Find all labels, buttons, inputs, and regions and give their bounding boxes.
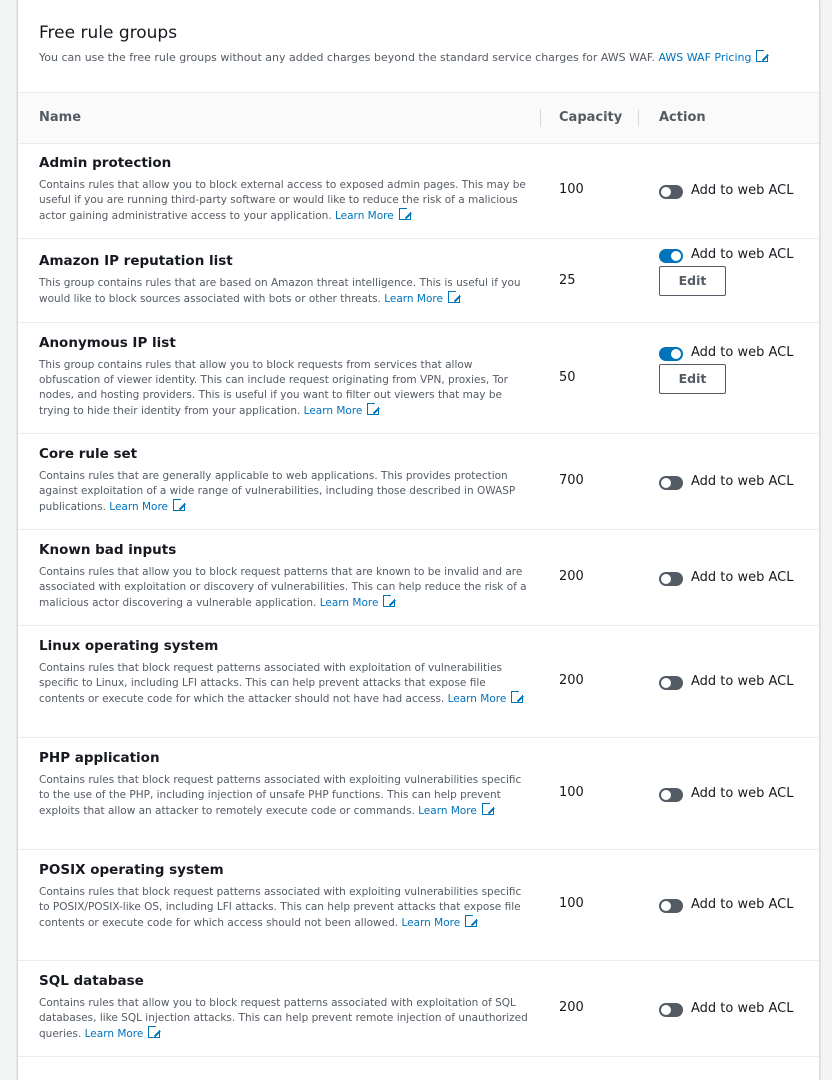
learn-more-label: Learn More xyxy=(401,917,461,929)
rule-group-name: SQL database xyxy=(39,973,144,989)
description-text: Contains rules that allow you to block external access to exposed admin pages. This may be useful if you are running third-party software or would like to reduce the risk of a malicious actor gaining administrative access to your application. xyxy=(39,179,526,222)
rule-group-capacity: 100 xyxy=(559,182,584,197)
add-to-web-acl-toggle[interactable] xyxy=(659,572,683,586)
add-to-web-acl-label: Add to web ACL xyxy=(691,474,794,489)
panel-subtitle xyxy=(39,50,768,64)
learn-more-link[interactable] xyxy=(320,597,396,609)
description-text: Contains rules that block request patterns associated with exploitation of vulnerabilities specific to Linux, including LFI attacks. This can help prevent attacks that expose file contents or execute code for which the attacker should not have had access. xyxy=(39,662,503,705)
description-text: Contains rules that block request patterns associated with exploiting vulnerabilities specific to POSIX/POSIX-like OS, including LFI attacks. This can help prevent attacks that expose file contents or execute code for which access should not been allowed. xyxy=(39,886,522,929)
table-row xyxy=(18,849,819,961)
rule-group-name: Linux operating system xyxy=(39,638,219,654)
rule-group-capacity: 200 xyxy=(559,673,584,688)
rule-group-description xyxy=(39,996,529,1042)
learn-more-link[interactable] xyxy=(304,405,380,417)
learn-more-label: Learn More xyxy=(109,501,169,513)
rule-group-description xyxy=(39,885,529,931)
learn-more-label: Learn More xyxy=(335,210,394,222)
rule-group-description xyxy=(39,565,529,611)
column-header-action[interactable]: Action xyxy=(659,110,706,125)
rule-group-capacity: 200 xyxy=(559,1000,584,1015)
rule-group-capacity: 100 xyxy=(559,785,584,800)
table-row xyxy=(18,625,819,738)
rule-group-capacity: 100 xyxy=(559,896,584,911)
learn-more-link[interactable] xyxy=(401,917,477,929)
add-to-web-acl-toggle[interactable] xyxy=(659,476,683,490)
rule-group-name: POSIX operating system xyxy=(39,862,224,878)
external-link-icon xyxy=(173,499,185,511)
external-link-icon xyxy=(511,691,523,703)
description-text: This group contains rules that allow you to block requests from services that allow obfuscation of viewer identity. This can include request originating from VPN, proxies, Tor nodes, and hosting providers. This is useful if you want to filter out viewers that may be trying to hide their identity from your application. xyxy=(39,359,508,417)
add-to-web-acl-label: Add to web ACL xyxy=(691,897,794,912)
rule-group-description xyxy=(39,469,529,515)
add-to-web-acl-label: Add to web ACL xyxy=(691,570,794,585)
add-to-web-acl-toggle[interactable] xyxy=(659,788,683,802)
add-to-web-acl-label: Add to web ACL xyxy=(691,674,794,689)
description-text: This group contains rules that are based on Amazon threat intelligence. This is useful if you would like to block sources associated with bots or other threats. xyxy=(39,277,521,305)
rule-group-name: Admin protection xyxy=(39,155,172,171)
column-header-capacity[interactable]: Capacity xyxy=(559,110,623,125)
learn-more-label: Learn More xyxy=(84,1028,144,1040)
external-link-icon xyxy=(399,208,411,220)
external-link-icon xyxy=(448,291,460,303)
description-text: Contains rules that allow you to block request patterns that are known to be invalid and are associated with exploitation or discovery of vulnerabilities. This can help reduce the risk of a malicious actor discovering a vulnerable application. xyxy=(39,566,527,609)
table-row xyxy=(18,529,819,626)
aws-waf-pricing-link[interactable] xyxy=(659,51,769,64)
rule-group-description xyxy=(39,773,529,819)
external-link-icon xyxy=(465,915,477,927)
learn-more-link[interactable] xyxy=(85,1028,161,1040)
rule-group-name: Anonymous IP list xyxy=(39,335,176,351)
subtitle-text: You can use the free rule groups without any added charges beyond the standard service charges for AWS WAF. xyxy=(39,51,655,64)
add-to-web-acl-toggle[interactable] xyxy=(659,1003,683,1017)
external-link-icon xyxy=(756,50,768,62)
table-row xyxy=(18,238,819,323)
learn-more-label: Learn More xyxy=(319,597,379,609)
table-row xyxy=(18,433,819,530)
rule-group-capacity: 200 xyxy=(559,569,584,584)
table-row xyxy=(18,322,819,434)
external-link-icon xyxy=(367,403,379,415)
rule-group-capacity: 25 xyxy=(559,273,576,288)
description-text: Contains rules that are generally applicable to web applications. This provides protection against exploitation of a wide range of vulnerabilities, including those described in OWASP publications. xyxy=(39,470,516,513)
add-to-web-acl-toggle[interactable] xyxy=(659,249,683,263)
add-to-web-acl-label: Add to web ACL xyxy=(691,345,794,360)
rule-group-capacity: 50 xyxy=(559,370,576,385)
rule-group-name: Amazon IP reputation list xyxy=(39,253,233,269)
add-to-web-acl-toggle[interactable] xyxy=(659,899,683,913)
rule-group-description xyxy=(39,358,529,419)
learn-more-label: Learn More xyxy=(384,293,443,305)
rule-group-name: PHP application xyxy=(39,750,160,766)
add-to-web-acl-toggle[interactable] xyxy=(659,347,683,361)
learn-more-link[interactable] xyxy=(335,210,411,222)
learn-more-link[interactable] xyxy=(448,693,524,705)
rule-group-name: Core rule set xyxy=(39,446,138,462)
rule-group-capacity: 700 xyxy=(559,473,584,488)
add-to-web-acl-toggle[interactable] xyxy=(659,185,683,199)
external-link-icon xyxy=(383,595,395,607)
add-to-web-acl-label: Add to web ACL xyxy=(691,183,794,198)
table-row xyxy=(18,143,819,239)
edit-button[interactable]: Edit xyxy=(659,266,726,296)
edit-button[interactable]: Edit xyxy=(659,364,726,394)
learn-more-link[interactable] xyxy=(418,805,494,817)
rule-group-description xyxy=(39,276,529,307)
table-row xyxy=(18,737,819,850)
add-to-web-acl-label: Add to web ACL xyxy=(691,1001,794,1016)
learn-more-link[interactable] xyxy=(384,293,460,305)
rule-group-name: Known bad inputs xyxy=(39,542,177,558)
learn-more-label: Learn More xyxy=(447,693,507,705)
column-header-name[interactable]: Name xyxy=(39,110,82,125)
description-text: Contains rules that allow you to block request patterns associated with exploitation of SQL databases, like SQL injection attacks. This can help prevent remote injection of unauthorized queries. xyxy=(39,997,528,1040)
column-divider xyxy=(638,109,639,127)
add-to-web-acl-label: Add to web ACL xyxy=(691,247,794,262)
learn-more-link[interactable] xyxy=(109,501,185,513)
external-link-icon xyxy=(482,803,494,815)
learn-more-label: Learn More xyxy=(303,405,363,417)
pricing-link-label: AWS WAF Pricing xyxy=(658,51,752,64)
free-rule-groups-panel xyxy=(17,0,820,1080)
column-divider xyxy=(540,109,541,127)
add-to-web-acl-label: Add to web ACL xyxy=(691,786,794,801)
rule-group-description xyxy=(39,178,529,224)
rule-group-description xyxy=(39,661,529,707)
table-header xyxy=(18,92,819,144)
table-row xyxy=(18,960,819,1057)
learn-more-label: Learn More xyxy=(418,805,477,817)
panel-title: Free rule groups xyxy=(39,23,178,43)
description-text: Contains rules that block request patterns associated with exploiting vulnerabilities specific to the use of the PHP, including injection of unsafe PHP functions. This can help prevent exploits that allow an attacker to remotely execute code or commands. xyxy=(39,774,522,817)
add-to-web-acl-toggle[interactable] xyxy=(659,676,683,690)
external-link-icon xyxy=(148,1026,160,1038)
